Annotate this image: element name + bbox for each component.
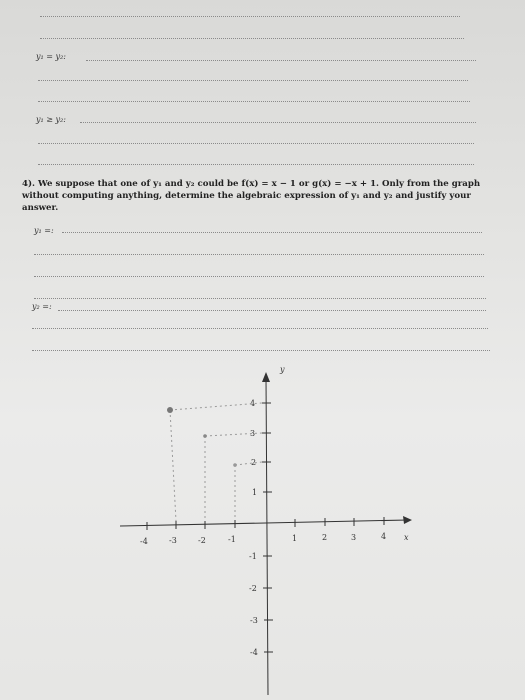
y-axis [266,378,268,695]
x-tick-label: 4 [381,532,387,541]
plotted-point [203,434,207,438]
question-4-text: 4). We suppose that one of y₁ and y₂ could be f(x) = x − 1 or g(x) = −x + 1. Only from the graph without computing anything, determine the algebraic expression of y₁ and y₂ and justify your answer. [22,179,481,213]
y-tick-label: -4 [250,648,258,657]
y-tick-label: 4 [250,399,256,408]
x-tick-label: 1 [292,534,298,543]
label-y2-expression: y₂ =: [32,302,52,311]
y-tick-label: -2 [249,584,257,593]
x-axis-arrow [403,516,412,524]
y-axis-label: y [280,365,285,374]
plotted-point [233,463,237,467]
x-axis-label: x [404,533,409,542]
x-axis [120,520,408,526]
plotted-point [167,407,173,413]
y-axis-arrow [262,372,270,382]
x-tick-label: -1 [228,535,236,544]
x-tick-label: -3 [169,536,177,545]
y-tick-label: 1 [252,488,258,497]
y-tick-label: -1 [249,552,257,561]
x-tick-label: -2 [198,536,206,545]
x-tick-label: 3 [351,533,357,542]
x-tick-label: -4 [140,537,148,546]
y-tick-label: 2 [251,458,257,467]
x-tick-marks [147,517,384,530]
dotted-guides [170,403,262,521]
label-y1-ge-y2: y₁ ≥ y₂: [36,115,66,124]
y-tick-label: 3 [250,429,256,438]
label-y1-equals-y2: y₁ = y₂: [36,52,66,61]
y-tick-label: -3 [250,616,258,625]
label-y1-expression: y₁ =: [34,226,54,235]
x-tick-label: 2 [322,533,328,542]
